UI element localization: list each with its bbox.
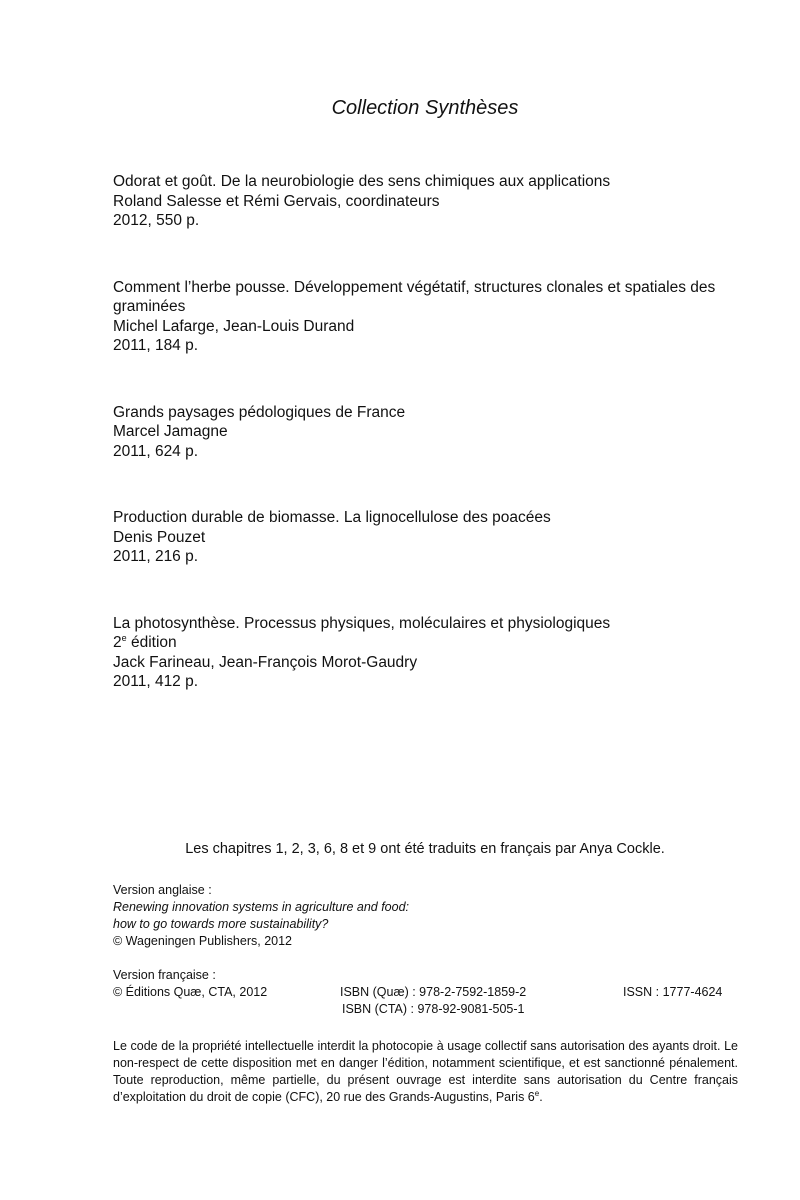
legal-line: Toute reproduction, même partielle, du présent ouvrage est interdite sans autorisation du Centre français (113, 1073, 738, 1087)
french-version (113, 967, 738, 1018)
book-title: Production durable de biomasse. La lignocellulose des poacées (113, 509, 551, 526)
book-entry (113, 508, 743, 567)
book-title: Odorat et goût. De la neurobiologie des sens chimiques aux applications (113, 173, 611, 190)
english-title-line2: how to go towards more sustainability? (113, 917, 329, 931)
legal-line: non-respect de cette disposition met en danger l’édition, notamment scientifique, et est sanctionné pénalement. (113, 1056, 738, 1070)
book-list (113, 172, 743, 739)
edition-superscript: e (121, 633, 127, 643)
english-version (113, 882, 738, 950)
book-info: 2011, 216 p. (113, 548, 199, 565)
book-authors: Marcel Jamagne (113, 423, 228, 440)
english-version-label: Version anglaise : (113, 883, 212, 897)
collection-title: Collection Synthèses (331, 97, 519, 119)
book-authors: Michel Lafarge, Jean-Louis Durand (113, 317, 355, 335)
book-title: La photosynthèse. Processus physiques, moléculaires et physiologiques (113, 614, 611, 632)
book-edition (113, 633, 743, 653)
legal-line-end: . (539, 1090, 543, 1104)
book-authors: Denis Pouzet (113, 528, 206, 546)
book-title: Grands paysages pédologiques de France (113, 403, 406, 421)
translation-note: Les chapitres 1, 2, 3, 6, 8 et 9 ont été traduits en français par Anya Cockle. (185, 841, 665, 857)
english-copyright: © Wageningen Publishers, 2012 (113, 934, 292, 948)
book-authors: Roland Salesse et Rémi Gervais, coordinateurs (113, 192, 440, 210)
legal-notice (113, 1038, 738, 1106)
book-entry (113, 403, 743, 462)
book-authors: Jack Farineau, Jean-François Morot-Gaudry (113, 653, 418, 671)
legal-line: Le code de la propriété intellectuelle interdit la photocopie à usage collectif sans autorisation des ayants droit. Le (113, 1039, 738, 1053)
book-info: 2012, 550 p. (113, 212, 200, 229)
legal-superscript: e (534, 1089, 540, 1098)
english-title-line1: Renewing innovation systems in agriculture and food: (113, 900, 410, 914)
edition-number: 2 (113, 634, 122, 651)
legal-line (113, 1089, 738, 1106)
isbn-quae: ISBN (Quæ) : 978-2-7592-1859-2 (340, 985, 527, 999)
french-copyright: © Éditions Quæ, CTA, 2012 (113, 985, 268, 999)
french-version-label: Version française : (113, 968, 216, 982)
book-title: Comment l’herbe pousse. Développement végétatif, structures clonales et spatiales des graminées (113, 278, 716, 315)
issn: ISSN : 1777-4624 (623, 985, 723, 999)
book-entry (113, 278, 743, 356)
isbn-cta: ISBN (CTA) : 978-92-9081-505-1 (342, 1002, 525, 1016)
legal-line-text: d’exploitation du droit de copie (CFC), 20 rue des Grands-Augustins, Paris 6 (113, 1090, 535, 1104)
book-info: 2011, 184 p. (113, 337, 199, 354)
edition-text: édition (126, 634, 177, 651)
book-entry (113, 614, 743, 692)
book-entry (113, 172, 743, 231)
book-info: 2011, 624 p. (113, 442, 199, 460)
book-info: 2011, 412 p. (113, 673, 199, 690)
